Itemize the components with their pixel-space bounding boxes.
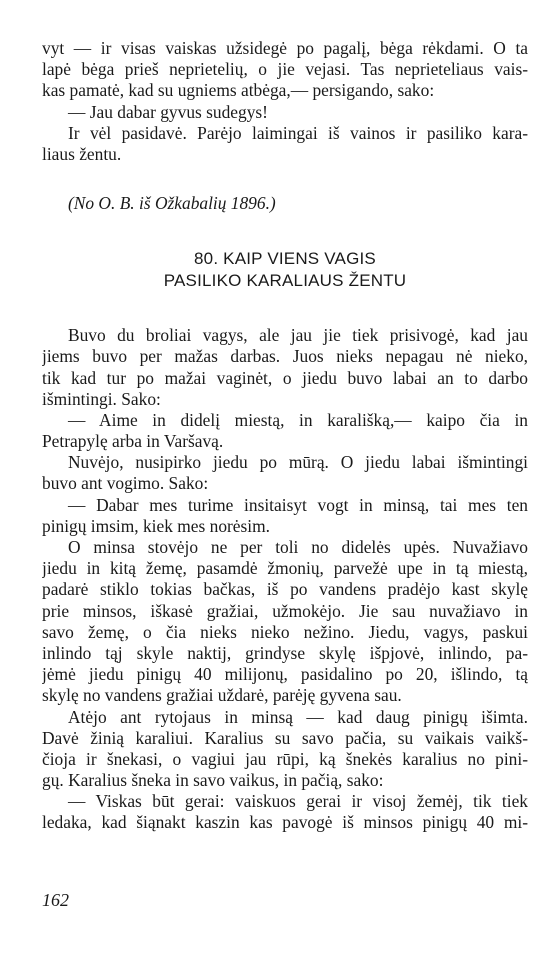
text-line: inlindo tąj skyle naktij, grindyse skylę išpjovė, inlindo, pa- bbox=[42, 642, 528, 663]
heading-line-2: PASILIKO KARALIAUS ŽENTU bbox=[163, 271, 407, 291]
text-line: gų. Karalius šneka in savo vaikus, in pačią, sako: bbox=[42, 770, 384, 791]
text-line: tik kad tur po mažai vaginėt, o jiedu buvo labai an to darbo bbox=[42, 367, 528, 388]
text-line: jėmė jiedu pinigų 40 milijonų, pasidalino po 20, išlindo, tą bbox=[42, 664, 528, 685]
text-line: pinigų imsim, kiek mes norėsim. bbox=[42, 515, 270, 536]
text-line: — Aime in didelį miestą, in karališką,— kaipo čia in bbox=[68, 409, 528, 430]
text-line: Buvo du broliai vagys, ale jau jie tiek prisivogė, kad jau bbox=[68, 325, 528, 346]
text-line: Nuvėjo, nusipirko jiedu po mūrą. O jiedu labai išmintingi bbox=[68, 452, 528, 473]
text-line: O minsa stovėjo ne per toli no didelės upės. Nuvažiavo bbox=[68, 537, 528, 557]
text-line: Ir vėl pasidavė. Parėjo laimingai iš vainos ir pasiliko kara- bbox=[68, 122, 528, 143]
text-line: vyt — ir visas vaiskas užsidegė po pagalį, bėga rėkdami. O ta bbox=[42, 38, 528, 58]
text-line: skylę no vandens gražiai uždarė, parėję gyvena sau. bbox=[42, 685, 402, 706]
heading-line-1: 80. KAIP VIENS VAGIS bbox=[194, 249, 376, 269]
text-line: liaus žentu. bbox=[42, 143, 122, 164]
page-number: 162 bbox=[42, 890, 69, 910]
text-line: — Dabar mes turime insitaisyt vogt in minsą, tai mes ten bbox=[68, 494, 528, 515]
story-heading bbox=[42, 248, 528, 292]
story-body bbox=[42, 325, 528, 834]
text-line: — Jau dabar gyvus sudegys! bbox=[68, 101, 268, 122]
text-line: Petrapylę arba in Varšavą. bbox=[42, 431, 224, 452]
text-line: jiems buvo per mažas darbas. Juos nieks nepagau nė nieko, bbox=[42, 346, 528, 367]
text-line: jiedu in kitą žemę, pasamdė žmonių, parvežė upe in tą miestą, bbox=[42, 558, 528, 579]
text-line: Atėjo ant rytojaus in minsą — kad daug pinigų išimta. bbox=[68, 706, 528, 727]
text-line: prie minsos, iškasė gražiai, užmokėjo. Jie sau nuvažiavo in bbox=[42, 600, 528, 621]
text-line: lapė bėga prieš neprietelių, o jie vejasi. Tas neprieteliaus vais- bbox=[42, 59, 528, 80]
text-line: išmintingi. Sako: bbox=[42, 388, 161, 409]
top-paragraph bbox=[42, 38, 528, 165]
text-line: ledaka, kad šiąnakt kaszin kas pavogė iš minsos pinigų 40 mi- bbox=[42, 812, 528, 833]
text-line: savo žemę, o čia nieks nieko nežino. Jiedu, vagys, paskui bbox=[42, 621, 528, 642]
text-line: kas pamatė, kad su ugniems atbėga,— persigando, sako: bbox=[42, 80, 435, 101]
text-line: — Viskas būt gerai: vaiskuos gerai ir visoj žemėj, tik tiek bbox=[68, 791, 528, 812]
book-page bbox=[42, 38, 528, 834]
text-line: buvo ant vogimo. Sako: bbox=[42, 473, 209, 494]
text-line: čioja ir šnekasi, o vagiui jau rūpi, ką šnekės karalius no pini- bbox=[42, 748, 528, 769]
source-citation: (No O. B. iš Ožkabalių 1896.) bbox=[68, 193, 276, 214]
text-line: Davė žinią karaliui. Karalius su savo pačia, su vaikais vaikš- bbox=[42, 727, 528, 748]
text-line: padarė stiklo tokias bačkas, iš po vandens pradėjo kast skylę bbox=[42, 579, 528, 600]
